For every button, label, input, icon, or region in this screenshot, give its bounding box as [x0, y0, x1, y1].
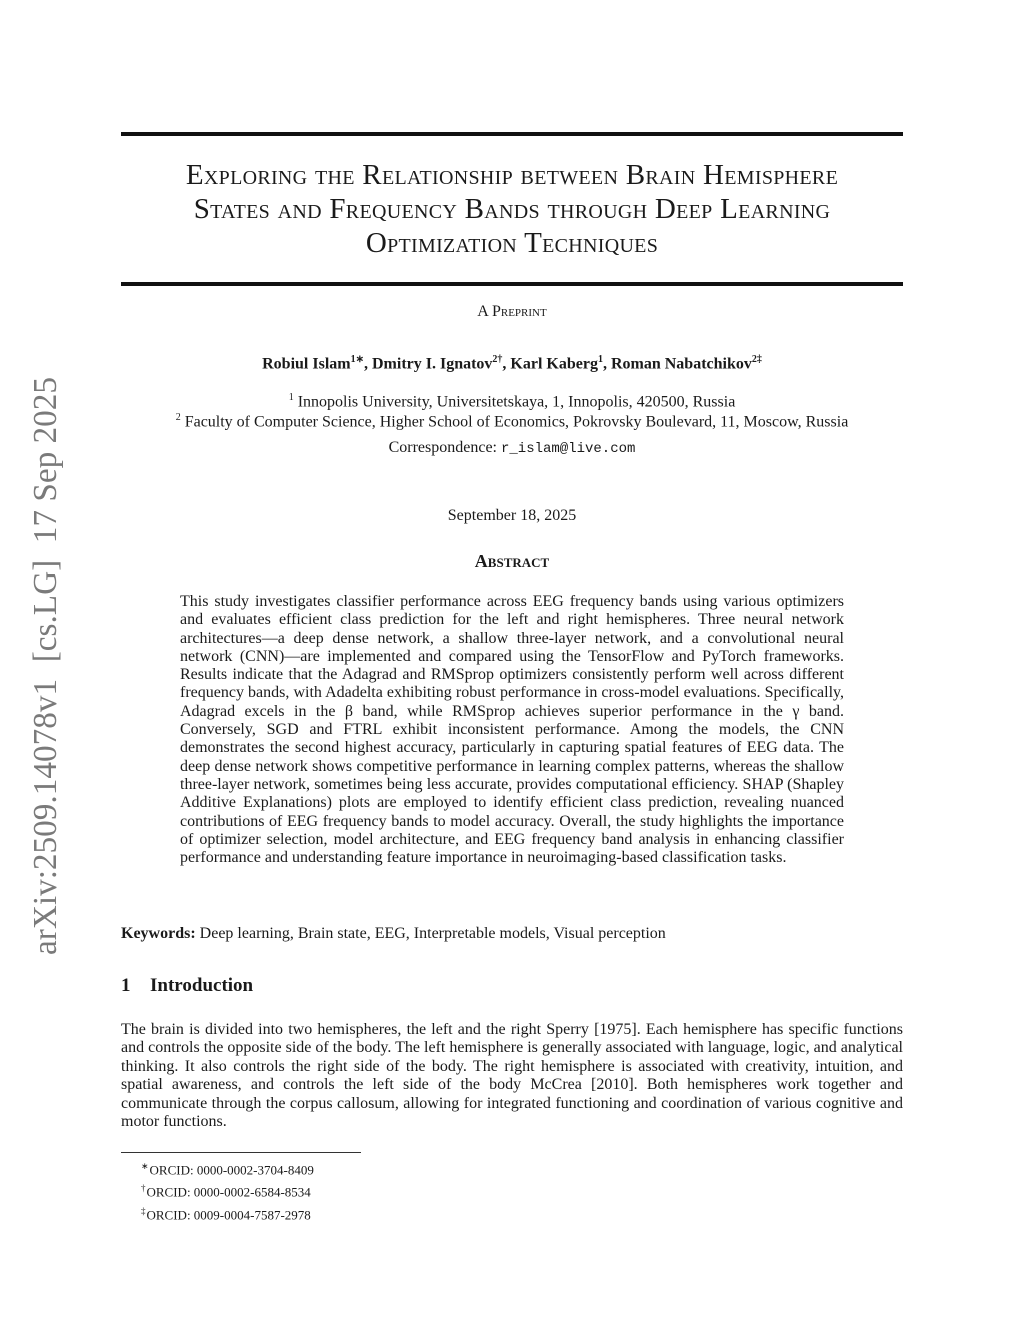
author-sup: 2† [492, 354, 503, 365]
affiliation-text: Faculty of Computer Science, Higher School of Economics, Pokrovsky Boulevard, 11, Moscow, Russia [184, 413, 849, 431]
footnote-text: ORCID: 0000-0002-6584-8534 [146, 1184, 311, 1200]
affiliation-2 [100, 412, 924, 431]
footnote-rule [121, 1152, 361, 1153]
correspondence-label: Correspondence: [388, 439, 497, 456]
affiliation-1 [100, 392, 924, 411]
arxiv-identifier: arXiv:2509.14078v1 [cs.LG] 17 Sep 2025 [27, 375, 64, 955]
section-title: Introduction [150, 975, 254, 996]
keywords-text: Deep learning, Brain state, EEG, Interpretable models, Visual perception [199, 925, 666, 942]
footnote-mark: ∗ [141, 1161, 149, 1171]
author-name: Roman Nabatchikov [610, 355, 752, 373]
affiliation-text: Innopolis University, Universitetskaya, 1, Innopolis, 420500, Russia [297, 393, 736, 411]
footnote [141, 1157, 314, 1179]
author-name: Karl Kaberg [510, 355, 598, 373]
author-name: Robiul Islam [262, 355, 351, 373]
author-sup: 1∗ [350, 354, 364, 365]
keywords [121, 925, 903, 943]
abstract-heading: Abstract [474, 551, 550, 571]
footnote-text: ORCID: 0009-0004-7587-2978 [146, 1206, 311, 1222]
author-sup: 1 [597, 354, 603, 365]
footnotes [141, 1157, 314, 1224]
title-line-3: Optimization Techniques [365, 227, 659, 259]
keywords-label: Keywords: [121, 925, 196, 942]
introduction-paragraph: The brain is divided into two hemispheres, the left and the right Sperry [1975]. Each hemisphere has specific functions and controls the opposite side of the body. The left hemisphere is generally associated with language, logic, and analytical thinking. It also controls the right side of the body. The right hemisphere is associated with creativity, intuition, and spatial awareness, and controls the left side of the body McCrea [2010]. Both hemispheres work together and communicate through the corpus callosum, allowing for integrated functioning and coordination of various cognitive and motor functions. [121, 1021, 903, 1131]
arxiv-sidebar-stamp [14, 375, 70, 955]
correspondence [100, 439, 924, 457]
section-heading [121, 975, 253, 997]
footnote-mark: † [141, 1183, 146, 1194]
footnote-mark: ‡ [141, 1205, 146, 1216]
author-name: Dmitry I. Ignatov [371, 355, 493, 373]
section-number: 1 [121, 975, 131, 996]
abstract-text: This study investigates classifier performance across EEG frequency bands using various optimizers and evaluates efficient class prediction for the left and right hemispheres. Three neural network architectures—a deep dense network, a shallow three-layer network, and a convolutional neural network (CNN)—are implemented and compared using the TensorFlow and PyTorch frameworks. Results indicate that the Adagrad and RMSprop optimizers consistently perform well across different frequency bands, with Adadelta exhibiting robust performance in cross-model evaluations. Specifically, Adagrad excels in the β band, while RMSprop achieves superior performance in the γ band. Conversely, SGD and FTRL exhibit inconsistent performance. Among the models, the CNN demonstrates the second highest accuracy, particularly in capturing spatial features of EEG data. The deep dense network shows competitive performance in learning complex patterns, whereas the shallow three-layer network, sometimes being less accurate, provides computational efficiency. SHAP (Shapley Additive Explanations) plots are employed to identify efficient class prediction, revealing nuanced contributions of EEG frequency bands to model accuracy. Overall, the study highlights the importance of optimizer selection, model architecture, and EEG frequency band analysis in enhancing classifier performance and understanding feature importance in neuroimaging-based classification tasks. [180, 593, 844, 867]
title-line-2: States and Frequency Bands through Deep Learning [193, 193, 831, 225]
footnote [141, 1179, 314, 1201]
publication-date: September 18, 2025 [447, 507, 577, 524]
affiliation-sup: 2 [175, 412, 181, 423]
paper-title [121, 158, 903, 260]
footnote [141, 1202, 314, 1224]
affiliation-sup: 1 [288, 392, 294, 403]
title-line-1: Exploring the Relationship between Brain Hemisphere [185, 159, 839, 191]
author-sup: 2‡ [751, 354, 762, 365]
preprint-label: A Preprint [477, 303, 547, 320]
author-list: Robiul Islam$^{1∗}$, Dmitry I. Ignatov$^{2\dagger}$, Karl Kaberg$^1$, Roman Nabatchikov$^{2\ddagger}$ [262, 354, 762, 373]
title-bottom-rule [121, 282, 903, 286]
footnote-text: ORCID: 0000-0002-3704-8409 [149, 1162, 314, 1178]
correspondence-email-link[interactable]: r_islam@live.com [500, 441, 636, 457]
title-top-rule [121, 132, 903, 136]
